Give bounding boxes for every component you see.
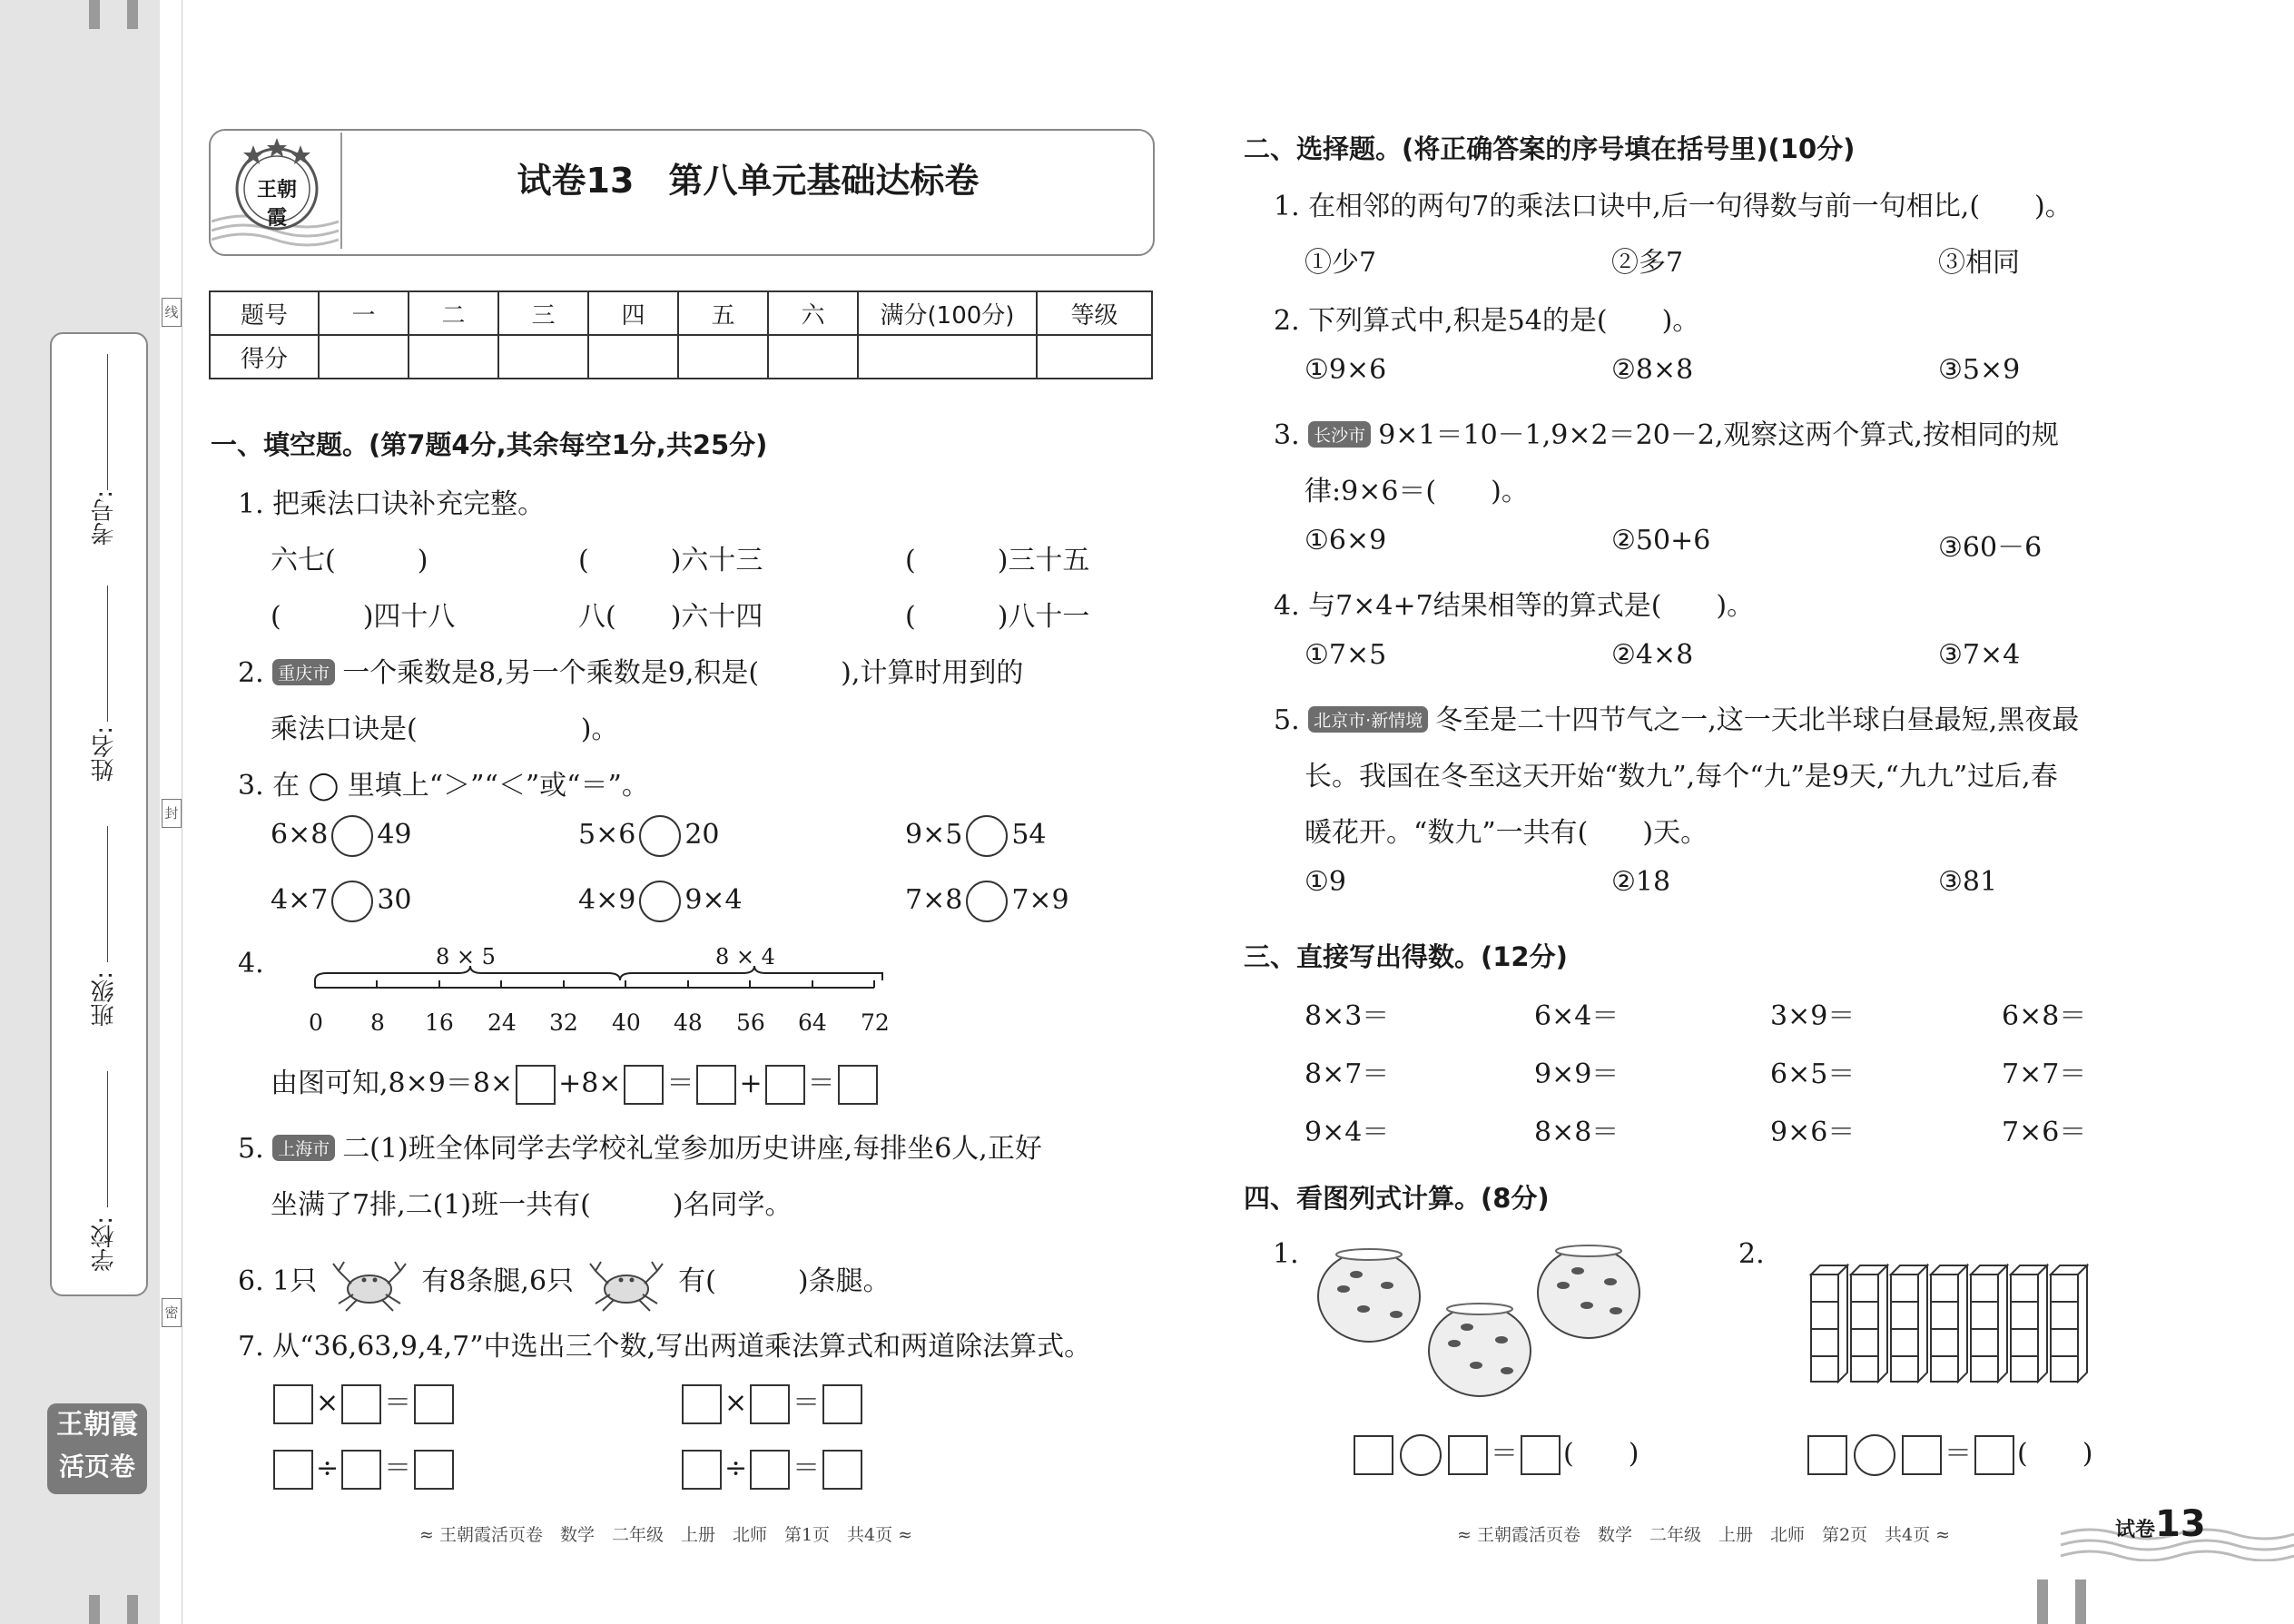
answer-box[interactable]	[682, 1384, 722, 1424]
s1-q1-item: ( )四十八	[271, 601, 456, 633]
s2-q4-stem: 4. 与7×4+7结果相等的算式是( )。	[1274, 590, 1755, 622]
equals-sign: ＝	[384, 1452, 412, 1484]
equation-text: 由图可知,8×9＝8×	[271, 1068, 514, 1099]
answer-box[interactable]	[624, 1065, 664, 1105]
option: ③81	[1938, 866, 1998, 898]
cut-line	[182, 0, 183, 1624]
s2-q2-stem: 2. 下列算式中,积是54的是( )。	[1274, 305, 1700, 337]
option: ①6×9	[1305, 525, 1387, 556]
compare-right: 49	[377, 819, 412, 851]
score-cell[interactable]	[319, 335, 409, 379]
tick-label: 32	[549, 1009, 578, 1036]
compare-circle[interactable]	[639, 881, 681, 922]
score-cell[interactable]	[409, 335, 498, 379]
s2-q5-text: 冬至是二十四节气之一,这一天北半球白昼最短,黑夜最	[1435, 704, 2080, 736]
score-table-header-row	[210, 291, 1152, 335]
compare-left: 5×6	[578, 819, 636, 851]
answer-box[interactable]	[1974, 1435, 2014, 1475]
score-cell[interactable]	[858, 335, 1037, 379]
option: ①少7	[1305, 247, 1377, 279]
divide-sign: ÷	[724, 1452, 748, 1484]
score-header-cell: 二	[409, 291, 498, 335]
option: ③相同	[1938, 247, 2020, 279]
equals-sign: ＝	[807, 1068, 835, 1099]
s1-q4-equation	[271, 1060, 881, 1105]
compare-circle[interactable]	[966, 881, 1008, 922]
s2-q1-stem: 1. 在相邻的两句7的乘法口诀中,后一句得数与前一句相比,( )。	[1274, 191, 2072, 222]
question-number: 5.	[1274, 704, 1300, 736]
binding-tag-seal: 封	[162, 799, 182, 828]
q6-text: 有8条腿,6只	[421, 1265, 575, 1297]
score-cell[interactable]	[1037, 335, 1152, 379]
s1-q5-line2: 坐满了7排,二(1)班一共有( )名同学。	[271, 1189, 793, 1221]
binding-tag-line: 线	[162, 298, 182, 327]
answer-box[interactable]	[1521, 1435, 1561, 1475]
calc-item: 9×4＝	[1305, 1117, 1390, 1148]
s1-q1-item: ( )六十三	[578, 545, 763, 576]
compare-item	[271, 815, 412, 857]
s2-q5-line2: 长。我国在冬至这天开始“数九”,每个“九”是9天,“九九”过后,春	[1305, 761, 2058, 792]
s2-q3-text: 9×1＝10－1,9×2＝20－2,观察这两个算式,按相同的规	[1378, 419, 2059, 451]
compare-circle[interactable]	[966, 815, 1008, 857]
compare-right: 20	[684, 819, 720, 851]
score-header-cell: 三	[498, 291, 588, 335]
student-info-box	[50, 332, 148, 1296]
answer-box[interactable]	[414, 1384, 454, 1424]
region-tag: 长沙市	[1308, 421, 1371, 448]
calc-item: 8×7＝	[1305, 1058, 1390, 1090]
tick-label: 0	[309, 1009, 323, 1036]
option: ②8×8	[1611, 354, 1694, 386]
publisher-logo	[212, 133, 339, 249]
equals-sign: ＝	[793, 1387, 821, 1419]
score-header-cell: 四	[588, 291, 678, 335]
operator-circle[interactable]	[1400, 1434, 1442, 1476]
s1-q4-number: 4.	[238, 948, 264, 979]
operator-circle[interactable]	[1854, 1434, 1895, 1476]
school-line	[107, 1071, 108, 1207]
option: ①9×6	[1305, 354, 1387, 386]
equals-sign: ＝	[793, 1452, 821, 1484]
divide-sign: ÷	[316, 1452, 340, 1484]
compare-left: 4×9	[578, 884, 636, 916]
score-header-cell: 一	[319, 291, 409, 335]
compare-item	[271, 881, 412, 922]
answer-box[interactable]	[414, 1450, 454, 1490]
equals-sign: ＝	[1491, 1438, 1518, 1470]
compare-left: 9×5	[905, 819, 963, 851]
equals-sign: ＝	[1944, 1438, 1972, 1470]
page-tag-number: 13	[2155, 1503, 2206, 1545]
section2-title: 二、选择题。(将正确答案的序号填在括号里)(10分)	[1244, 133, 1856, 164]
s4-q2-equation	[1805, 1431, 2092, 1476]
s2-q5-line3: 暖花开。“数九”一共有( )天。	[1305, 817, 1708, 849]
s1-q1-item: 六七( )	[271, 545, 428, 576]
answer-box[interactable]	[1448, 1435, 1488, 1475]
fish-bowls-picture	[1316, 1244, 1643, 1407]
answer-box[interactable]	[1902, 1435, 1942, 1475]
s2-q3-line2: 律:9×6＝( )。	[1305, 476, 1529, 507]
name-line	[107, 586, 108, 722]
compare-circle[interactable]	[331, 815, 373, 857]
tick-label: 8	[370, 1009, 385, 1036]
answer-box[interactable]	[696, 1065, 736, 1105]
compare-item	[578, 815, 720, 857]
binding-tag-close: 密	[162, 1298, 182, 1327]
number-line-diagram	[300, 944, 890, 1044]
answer-box[interactable]	[765, 1065, 805, 1105]
tick-label: 16	[425, 1009, 454, 1036]
answer-box[interactable]	[273, 1384, 313, 1424]
s4-q1-number: 1.	[1273, 1238, 1299, 1270]
footer-left: ≈ 王朝霞活页卷 数学 二年级 上册 北师 第1页 共4页 ≈	[419, 1525, 913, 1545]
s1-q2-line2: 乘法口诀是( )。	[271, 714, 619, 745]
compare-right: 30	[377, 884, 412, 916]
question-number: 5.	[238, 1133, 264, 1165]
answer-box[interactable]	[341, 1450, 381, 1490]
gutter-mark	[127, 1595, 138, 1624]
option: ③60－6	[1938, 532, 2043, 564]
cube-stacks-picture	[1802, 1256, 2111, 1383]
unit-paren: ( )	[2017, 1438, 2093, 1470]
score-cell[interactable]	[678, 335, 768, 379]
class-label: 班级:	[91, 971, 118, 1027]
s4-q1-equation	[1351, 1431, 1639, 1476]
school-label: 学校:	[91, 1216, 118, 1272]
compare-right: 9×4	[684, 884, 743, 916]
score-row-label: 得分	[210, 335, 319, 379]
unit-paren: ( )	[1563, 1438, 1639, 1470]
name-label: 姓名:	[91, 726, 118, 782]
compare-left: 4×7	[271, 884, 329, 916]
region-tag: 北京市·新情境	[1308, 706, 1428, 733]
s2-q3-line1	[1274, 412, 2059, 452]
plus-sign: +	[739, 1068, 763, 1099]
s1-q2-line1	[238, 650, 1023, 690]
exam-no-line	[107, 354, 108, 490]
gutter-mark	[89, 0, 100, 29]
brand-badge	[47, 1403, 147, 1494]
answer-box[interactable]	[273, 1450, 313, 1490]
gutter-mark	[2037, 1580, 2048, 1624]
score-cell[interactable]	[498, 335, 588, 379]
page-tag	[2115, 1503, 2206, 1545]
s1-q7-mult-1	[271, 1380, 457, 1424]
answer-box[interactable]	[750, 1450, 790, 1490]
option: ③7×4	[1938, 639, 2021, 671]
tick-label: 40	[612, 1009, 641, 1036]
compare-left: 6×8	[271, 819, 329, 851]
compare-item	[905, 881, 1069, 922]
tick-label: 56	[736, 1009, 765, 1036]
section4-title: 四、看图列式计算。(8分)	[1244, 1183, 1550, 1214]
s1-q7-stem: 7. 从“36,63,9,4,7”中选出三个数,写出两道乘法算式和两道除法算式。	[238, 1331, 1092, 1363]
s1-q7-mult-2	[679, 1380, 865, 1424]
score-header-cell: 题号	[210, 291, 319, 335]
s1-q6	[238, 1251, 891, 1314]
crab-icon	[583, 1251, 670, 1314]
s1-q3-stem: 3. 在 ◯ 里填上“＞”“＜”或“＝”。	[238, 770, 649, 802]
option: ②50+6	[1611, 525, 1711, 556]
calc-item: 8×8＝	[1534, 1117, 1620, 1148]
tick-label: 24	[487, 1009, 517, 1036]
option: ②4×8	[1611, 639, 1694, 671]
compare-right: 54	[1011, 819, 1047, 851]
answer-box[interactable]	[341, 1384, 381, 1424]
answer-box[interactable]	[750, 1384, 790, 1424]
equals-sign: ＝	[666, 1068, 694, 1099]
tick-label: 64	[798, 1009, 827, 1036]
tick-label: 48	[674, 1009, 703, 1036]
option: ①7×5	[1305, 639, 1387, 671]
calc-item: 7×7＝	[2002, 1058, 2087, 1090]
s1-q7-div-2	[679, 1445, 865, 1490]
compare-right: 7×9	[1011, 884, 1069, 916]
calc-item: 8×3＝	[1305, 1000, 1390, 1032]
answer-box[interactable]	[822, 1450, 862, 1490]
class-line	[107, 826, 108, 962]
tick-label: 72	[861, 1009, 890, 1036]
exam-no-label: 考号:	[91, 490, 118, 546]
calc-item: 6×8＝	[2002, 1000, 2087, 1032]
brace-label-1: 8 × 5	[436, 944, 496, 969]
logo-text: 王朝霞	[256, 178, 297, 230]
region-tag: 上海市	[272, 1135, 335, 1161]
compare-circle[interactable]	[331, 881, 373, 922]
score-header-cell: 等级	[1037, 291, 1152, 335]
score-header-cell: 五	[678, 291, 768, 335]
s1-q1-stem: 1. 把乘法口诀补充完整。	[238, 488, 546, 520]
compare-item	[578, 881, 743, 922]
gutter-mark	[127, 0, 138, 29]
answer-box[interactable]	[822, 1384, 862, 1424]
score-cell[interactable]	[768, 335, 858, 379]
calc-item: 9×6＝	[1770, 1117, 1856, 1148]
compare-left: 7×8	[905, 884, 963, 916]
s1-q5-line1	[238, 1126, 1042, 1166]
section3-title: 三、直接写出得数。(12分)	[1244, 941, 1568, 972]
question-number: 2.	[238, 657, 264, 689]
page-title: 试卷13 第八单元基础达标卷	[517, 161, 980, 201]
calc-item: 6×5＝	[1770, 1058, 1856, 1090]
section1-title: 一、填空题。(第7题4分,其余每空1分,共25分)	[211, 429, 768, 460]
brand-line1: 王朝霞	[56, 1409, 138, 1441]
page-tag-prefix: 试卷	[2115, 1519, 2156, 1541]
gutter-mark	[2075, 1580, 2086, 1624]
option: ②18	[1611, 866, 1671, 898]
gutter-mark	[89, 1595, 100, 1624]
answer-box[interactable]	[682, 1450, 722, 1490]
answer-box[interactable]	[516, 1065, 556, 1105]
s4-q2-number: 2.	[1738, 1238, 1765, 1270]
s1-q2-text: 一个乘数是8,另一个乘数是9,积是( ),计算时用到的	[342, 657, 1024, 689]
calc-item: 9×9＝	[1534, 1058, 1620, 1090]
option: ②多7	[1611, 247, 1684, 279]
q6-text: 6. 1只	[238, 1265, 318, 1297]
answer-box[interactable]	[838, 1065, 878, 1105]
compare-item	[905, 815, 1047, 857]
score-table-score-row	[210, 335, 1152, 379]
brace-label-2: 8 × 4	[715, 944, 775, 969]
equation-text: +8×	[558, 1068, 622, 1099]
calc-item: 3×9＝	[1770, 1000, 1856, 1032]
q6-text: 有( )条腿。	[678, 1265, 891, 1297]
score-header-cell: 满分(100分)	[858, 291, 1037, 335]
option: ③5×9	[1938, 354, 2021, 386]
s1-q1-item: ( )三十五	[905, 545, 1090, 576]
brand-line2: 活页卷	[58, 1452, 135, 1481]
answer-box[interactable]	[1807, 1435, 1847, 1475]
equals-sign: ＝	[384, 1387, 412, 1419]
question-number: 3.	[1274, 419, 1300, 451]
score-cell[interactable]	[588, 335, 678, 379]
compare-circle[interactable]	[639, 815, 681, 857]
s2-q5-line1	[1274, 697, 2079, 737]
footer-right: ≈ 王朝霞活页卷 数学 二年级 上册 北师 第2页 共4页 ≈	[1457, 1525, 1951, 1545]
calc-item: 6×4＝	[1534, 1000, 1620, 1032]
region-tag: 重庆市	[272, 659, 335, 685]
option: ①9	[1305, 866, 1346, 898]
calc-item: 7×6＝	[2002, 1117, 2087, 1148]
score-header-cell: 六	[768, 291, 858, 335]
score-table	[209, 290, 1153, 379]
s1-q7-div-1	[271, 1445, 457, 1490]
s1-q1-item: 八( )六十四	[578, 601, 763, 633]
title-divider	[340, 133, 342, 249]
times-sign: ×	[316, 1387, 340, 1419]
times-sign: ×	[724, 1387, 748, 1419]
crab-icon	[326, 1251, 413, 1314]
s1-q1-item: ( )八十一	[905, 601, 1090, 633]
s1-q5-text: 二(1)班全体同学去学校礼堂参加历史讲座,每排坐6人,正好	[342, 1133, 1042, 1165]
answer-box[interactable]	[1354, 1435, 1393, 1475]
